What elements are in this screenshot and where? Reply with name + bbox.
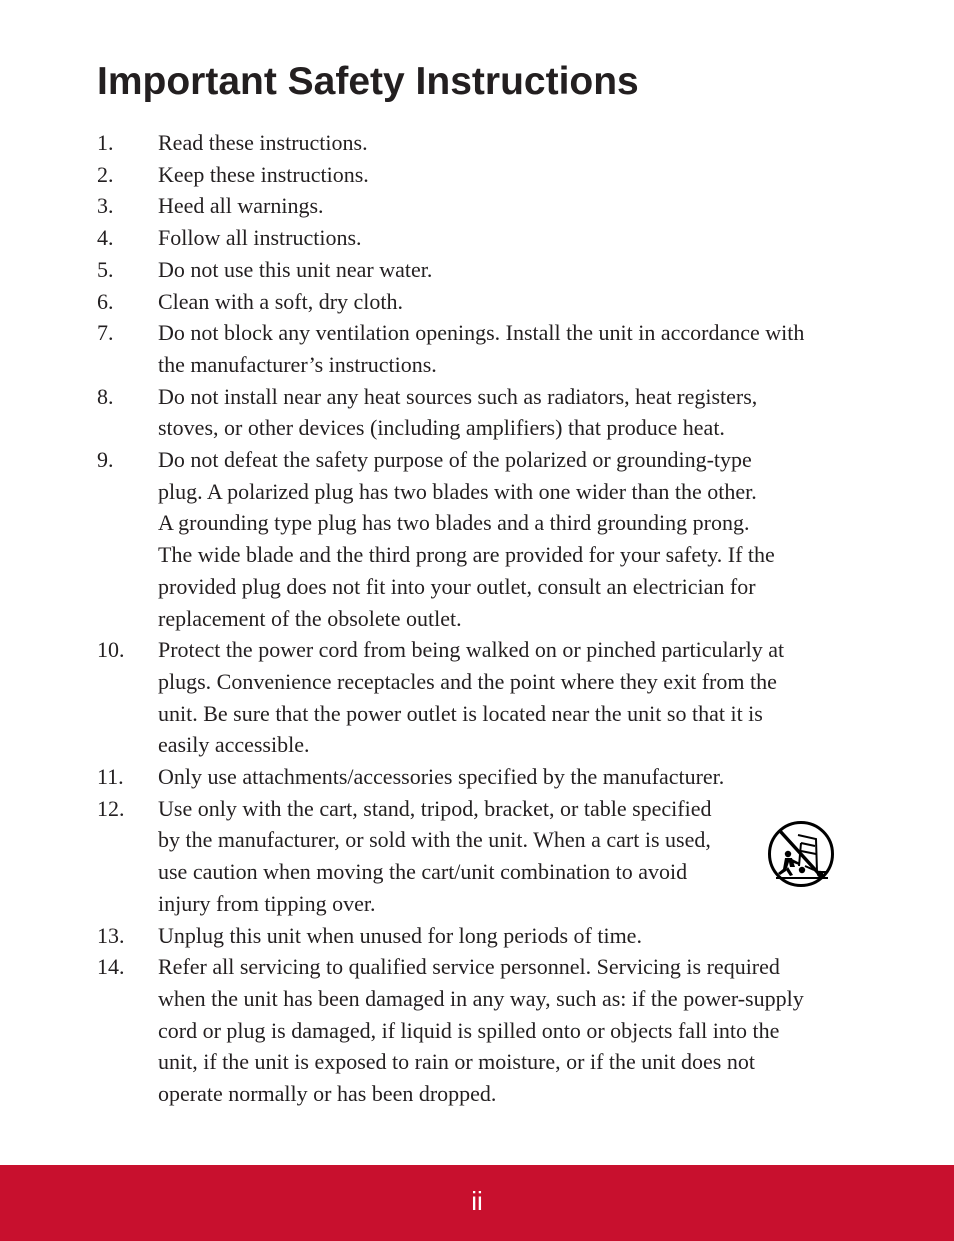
instruction-text: Use only with the cart, stand, tripod, bracket, or table specified by the manufacturer, or sold with the unit. When a cart is used, use caution when moving the cart/unit combination to avoid injury from tipping over.	[158, 795, 712, 916]
instruction-number: 7.	[97, 320, 114, 346]
instruction-text: Heed all warnings.	[158, 193, 324, 219]
instruction-text: Do not use this unit near water.	[158, 256, 433, 282]
cart-tip-over-warning-icon	[768, 821, 834, 887]
instruction-number: 2.	[97, 161, 114, 187]
instruction-text: Refer all servicing to qualified service personnel. Servicing is required when the unit has been damaged in any way, such as: if the power-supply cord or plug is damaged, if liquid is spilled onto or objects fall into the unit, if the unit is exposed to rain or moisture, or if the unit does not operate normally or has been dropped.	[158, 954, 804, 1107]
instruction-number: 8.	[97, 383, 114, 409]
instruction-number: 10.	[97, 637, 125, 663]
instruction-number: 12.	[97, 795, 125, 821]
instruction-text: Do not install near any heat sources such as radiators, heat registers, stoves, or other devices (including amplifiers) that produce heat.	[158, 383, 758, 441]
instruction-item-14	[97, 951, 867, 1110]
instruction-item-5	[97, 254, 867, 286]
instruction-text: Unplug this unit when unused for long periods of time.	[158, 922, 642, 948]
instruction-number: 13.	[97, 922, 125, 948]
instruction-number: 5.	[97, 256, 114, 282]
instruction-number: 14.	[97, 954, 125, 980]
instruction-number: 11.	[97, 764, 124, 790]
instruction-item-7	[97, 317, 867, 380]
page-number: ii	[471, 1186, 483, 1216]
instruction-text: Read these instructions.	[158, 130, 368, 155]
instruction-item-12	[97, 793, 867, 920]
safety-instruction-list	[97, 127, 867, 1110]
instruction-item-1	[97, 127, 867, 159]
instruction-item-10	[97, 634, 867, 761]
instruction-text: Do not defeat the safety purpose of the polarized or grounding-type plug. A polarized plug has two blades with one wider than the other. A grounding type plug has two blades and a third grounding prong. The wide blade and the third prong are provided for your safety. If the provided plug does not fit into your outlet, consult an electrician for replacement of the obsolete outlet.	[158, 447, 775, 631]
page-title: Important Safety Instructions	[97, 60, 639, 103]
footer-bar	[0, 1165, 954, 1241]
instruction-text: Keep these instructions.	[158, 161, 369, 187]
instruction-item-6	[97, 286, 867, 318]
instruction-number: 1.	[97, 130, 114, 155]
instruction-item-3	[97, 190, 867, 222]
instruction-item-2	[97, 159, 867, 191]
instruction-item-13	[97, 920, 867, 952]
instruction-text: Protect the power cord from being walked on or pinched particularly at plugs. Convenience receptacles and the point where they exit from the unit. Be sure that the power outlet is located near the unit so that it is easily accessible.	[158, 637, 785, 758]
instruction-item-8	[97, 381, 867, 444]
instruction-number: 4.	[97, 225, 114, 251]
instruction-number: 6.	[97, 288, 114, 314]
instruction-text: Do not block any ventilation openings. Install the unit in accordance with the manufacturer’s instructions.	[158, 320, 805, 377]
instruction-number: 3.	[97, 193, 114, 219]
instruction-item-9	[97, 444, 867, 634]
instruction-number: 9.	[97, 447, 114, 473]
instruction-text: Clean with a soft, dry cloth.	[158, 288, 404, 314]
instruction-text: Follow all instructions.	[158, 225, 362, 251]
instruction-item-11	[97, 761, 867, 793]
instruction-text: Only use attachments/accessories specified by the manufacturer.	[158, 764, 725, 790]
instruction-item-4	[97, 222, 867, 254]
